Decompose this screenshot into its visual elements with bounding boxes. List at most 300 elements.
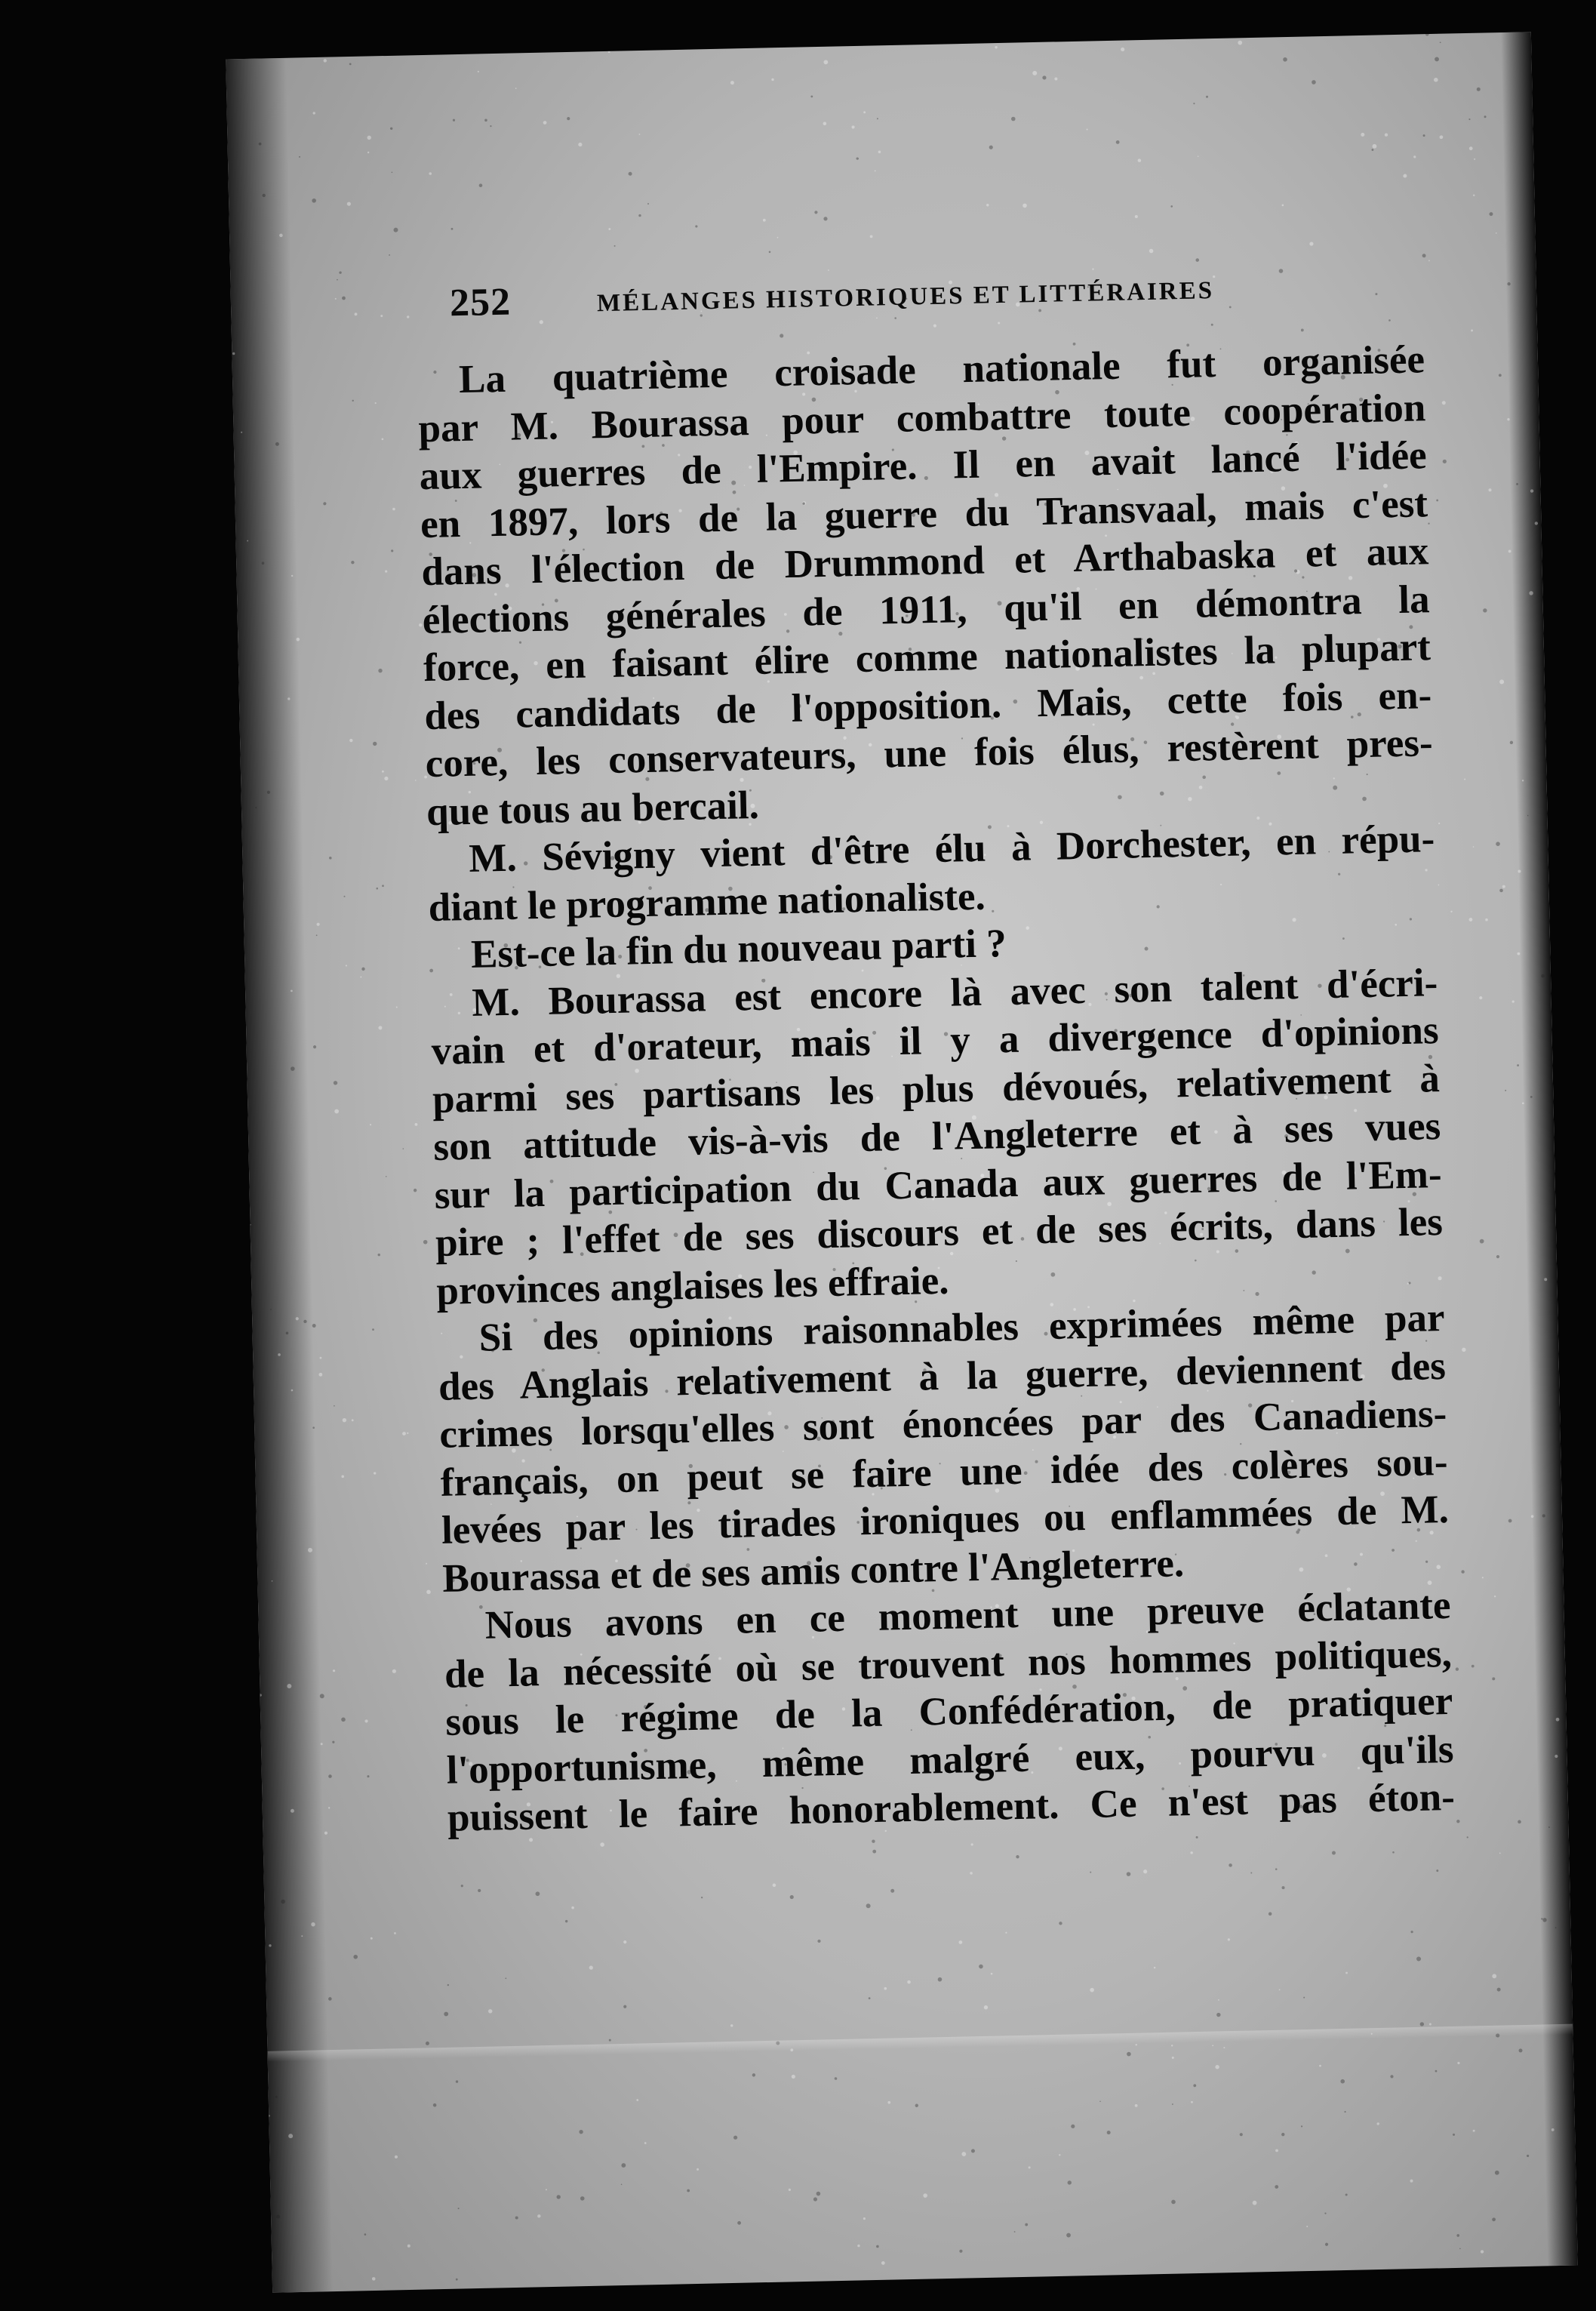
speckle-dot [1456, 1667, 1459, 1670]
speckle-dot [1474, 158, 1475, 160]
speckle-dot [373, 742, 377, 746]
speckle-dot [600, 1842, 604, 1847]
speckle-dot [316, 923, 319, 926]
speckle-dot [1127, 2052, 1131, 2057]
speckle-dot [866, 1903, 871, 1908]
speckle-dot [792, 2075, 795, 2079]
speckle-dot [1527, 2155, 1529, 2157]
speckle-dot [695, 225, 697, 227]
text-line: core, les conservateurs, une fois élus, restèrent pres- [425, 721, 1434, 786]
speckle-dot [1198, 155, 1199, 157]
text-line: par M. Bourassa pour combattre toute coopération [417, 385, 1426, 451]
speckle-dot [1099, 2100, 1101, 2102]
speckle-dot [272, 1580, 273, 1582]
speckle-dot [1005, 1932, 1007, 1934]
speckle-dot [1344, 2111, 1345, 2113]
speckle-dot [478, 71, 479, 72]
speckle-dot [1090, 1872, 1091, 1873]
paragraph [430, 959, 1444, 1316]
speckle-dot [349, 63, 352, 65]
text-line: des candidats de l'opposition. Mais, cette fois en- [423, 672, 1432, 738]
speckle-dot [386, 1176, 387, 1177]
scanned-page [226, 32, 1578, 2293]
speckle-dot [1439, 135, 1443, 139]
speckle-dot [636, 2099, 638, 2101]
speckle-dot [349, 739, 352, 742]
speckle-dot [1413, 155, 1416, 158]
speckle-dot [328, 1997, 332, 2001]
speckle-dot [444, 2012, 448, 2017]
speckle-dot [959, 2250, 962, 2253]
speckle-dot [1170, 205, 1173, 208]
speckle-dot [1282, 205, 1284, 207]
speckle-dot [382, 438, 384, 440]
speckle-dot [382, 771, 384, 773]
speckle-dot [1306, 2226, 1308, 2227]
text-line: élections générales de 1911, qu'il en démontra la [422, 577, 1431, 642]
speckle-dot [813, 2197, 817, 2201]
text-line: puissent le faire honorablement. Ce n'est pas éton- [447, 1774, 1456, 1840]
speckle-dot [334, 1109, 339, 1114]
speckle-dot [1518, 2048, 1522, 2052]
text-line: en 1897, lors de la guerre du Transvaal, mais c'est [420, 481, 1428, 546]
speckle-dot [1171, 2200, 1176, 2205]
speckle-dot [312, 1324, 316, 1328]
speckle-dot [484, 118, 487, 122]
speckle-dot [737, 2221, 741, 2225]
speckle-dot [1403, 174, 1407, 177]
speckle-dot [407, 1432, 408, 1434]
speckle-dot [391, 549, 393, 552]
text-line: M. Bourassa est encore là avec son talent d'écri- [471, 960, 1438, 1025]
text-line: son attitude vis-à-vis de l'Angleterre et à ses vues [432, 1104, 1441, 1169]
speckle-dot [351, 561, 354, 564]
speckle-dot [1512, 1000, 1515, 1002]
text-line: des Anglais relativement à la guerre, deviennent des [438, 1343, 1447, 1409]
speckle-dot [1456, 1820, 1459, 1823]
speckle-dot [907, 1980, 911, 1984]
text-line: français, on peut se faire une idée des colères sou- [440, 1439, 1449, 1505]
speckle-dot [291, 575, 293, 577]
speckle-dot [1443, 460, 1447, 463]
speckle-dot [1481, 2250, 1484, 2253]
speckle-dot [1066, 2233, 1071, 2238]
speckle-dot [334, 1081, 338, 1085]
speckle-dot [970, 1872, 973, 1875]
speckle-dot [763, 219, 766, 222]
speckle-dot [769, 251, 771, 253]
speckle-dot [312, 1426, 315, 1429]
speckle-dot [1471, 1665, 1475, 1668]
speckle-dot [291, 1809, 294, 1813]
speckle-dot [1135, 2104, 1138, 2107]
speckle-dot [701, 1897, 703, 1898]
speckle-dot [376, 888, 378, 890]
speckle-dot [352, 1419, 354, 1421]
speckle-dot [402, 1432, 406, 1436]
speckle-dot [343, 1418, 347, 1423]
speckle-dot [247, 540, 248, 542]
speckle-dot [1309, 242, 1313, 245]
speckle-dot [1422, 254, 1426, 257]
speckle-dot [1510, 741, 1513, 744]
speckle-dot [402, 1148, 404, 1149]
speckle-dot [392, 1669, 396, 1673]
speckle-dot [1345, 1972, 1348, 1974]
speckle-dot [414, 1123, 417, 1126]
speckle-dot [1206, 96, 1208, 98]
speckle-dot [733, 2136, 737, 2140]
paragraph [443, 1582, 1455, 1842]
text-line: Est-ce la fin du nouveau parti ? [470, 922, 1007, 977]
speckle-dot [415, 780, 417, 781]
speckle-dot [1372, 149, 1374, 151]
speckle-dot [318, 1373, 322, 1377]
speckle-dot [1494, 1596, 1496, 1597]
speckle-dot [1054, 77, 1057, 80]
speckle-dot [291, 1066, 295, 1071]
speckle-dot [1436, 500, 1438, 502]
speckle-dot [479, 183, 483, 187]
speckle-dot [461, 1885, 463, 1887]
speckle-dot [311, 1922, 315, 1927]
speckle-dot [1480, 1239, 1484, 1244]
speckle-dot [341, 1475, 344, 1478]
speckle-dot [1522, 780, 1524, 781]
speckle-dot [647, 203, 649, 205]
speckle-dot [991, 1973, 993, 1975]
speckle-dot [878, 150, 881, 153]
speckle-dot [426, 1589, 431, 1594]
speckle-dot [789, 2189, 791, 2191]
speckle-dot [1392, 1851, 1395, 1854]
speckle-dot [1228, 1938, 1230, 1940]
speckle-dot [546, 2189, 547, 2190]
speckle-dot [426, 2042, 429, 2045]
speckle-dot [790, 1895, 794, 1899]
speckle-dot [241, 432, 242, 433]
speckle-dot [1218, 1999, 1219, 2001]
speckle-dot [332, 1741, 334, 1743]
speckle-dot [1068, 2180, 1072, 2185]
speckle-dot [1250, 1872, 1252, 1873]
speckle-dot [1502, 885, 1505, 888]
speckle-dot [1496, 232, 1497, 234]
speckle-dot [456, 2080, 458, 2082]
speckle-dot [1435, 2070, 1438, 2073]
speckle-dot [608, 228, 610, 230]
speckle-dot [1361, 133, 1364, 137]
speckle-dot [877, 118, 878, 119]
speckle-dot [1319, 2065, 1321, 2067]
speckle-dot [426, 1563, 427, 1565]
speckle-dot [1483, 608, 1487, 613]
speckle-dot [1340, 2079, 1345, 2084]
speckle-dot [1499, 1852, 1501, 1854]
text-line: La quatrième croisade nationale fut organisée [458, 337, 1425, 402]
speckle-dot [287, 1684, 291, 1688]
speckle-dot [730, 81, 734, 85]
speckle-dot [556, 2195, 561, 2199]
speckle-dot [419, 623, 422, 626]
speckle-dot [1496, 1255, 1499, 1258]
text-line: vain et d'orateur, mais il y a divergence d'opinions [431, 1008, 1440, 1074]
speckle-dot [490, 125, 491, 127]
speckle-dot [1438, 823, 1440, 824]
speckle-dot [971, 2149, 975, 2153]
text-line: Nous avons en ce moment une preuve éclatante [484, 1583, 1452, 1648]
speckle-dot [1436, 1869, 1438, 1872]
speckle-dot [1541, 974, 1545, 978]
speckle-dot [407, 2245, 411, 2248]
speckle-dot [367, 152, 369, 153]
speckle-dot [268, 2115, 270, 2117]
speckle-dot [343, 896, 345, 897]
speckle-dot [374, 1472, 376, 1474]
speckle-dot [303, 1320, 306, 1323]
text-line: Si des opinions raisonnables exprimées même par [478, 1295, 1446, 1360]
speckle-dot [629, 172, 632, 176]
speckle-dot [385, 570, 387, 572]
speckle-dot [621, 2183, 623, 2185]
speckle-dot [372, 2277, 376, 2281]
speckle-dot [638, 214, 641, 217]
speckle-dot [1464, 778, 1465, 780]
speckle-dot [535, 1891, 540, 1896]
text-line: levées par les tirades ironiques ou enflammées de M. [441, 1487, 1450, 1552]
speckle-dot [364, 2233, 367, 2236]
text-line: sous le régime de la Confédération, de pratiquer [444, 1679, 1453, 1744]
speckle-dot [324, 59, 327, 62]
speckle-dot [1542, 1918, 1547, 1922]
speckle-dot [321, 1743, 323, 1745]
speckle-dot [984, 2005, 989, 2010]
text-line: l'opportunisme, même malgré eux, pourvu qu'ils [446, 1727, 1455, 1792]
speckle-dot [816, 2192, 821, 2196]
speckle-dot [1087, 129, 1088, 131]
speckle-dot [323, 502, 326, 505]
speckle-dot [1517, 1064, 1519, 1066]
speckle-dot [1390, 2075, 1393, 2078]
speckle-dot [1279, 1989, 1281, 1990]
speckle-dot [1223, 2047, 1225, 2048]
speckle-dot [1499, 889, 1503, 893]
speckle-dot [1420, 2022, 1425, 2026]
speckle-dot [1376, 2122, 1379, 2125]
speckle-dot [1135, 215, 1138, 218]
speckle-dot [1499, 679, 1504, 684]
speckle-dot [1507, 418, 1509, 420]
speckle-dot [872, 1839, 875, 1842]
speckle-dot [1467, 1836, 1468, 1838]
speckle-dot [881, 2261, 885, 2265]
speckle-dot [823, 217, 827, 220]
speckle-dot [339, 271, 341, 273]
speckle-dot [255, 807, 257, 808]
speckle-dot [352, 400, 353, 402]
speckle-dot [1059, 2154, 1060, 2156]
speckle-dot [1301, 329, 1304, 332]
speckle-dot [644, 2142, 647, 2144]
speckle-dot [1492, 2217, 1496, 2221]
speckle-dot [1508, 1519, 1512, 1523]
speckle-dot [1253, 2201, 1257, 2205]
speckle-dot [1485, 919, 1488, 922]
speckle-dot [1438, 885, 1439, 886]
speckle-dot [1496, 842, 1500, 846]
speckle-dot [890, 1889, 894, 1893]
speckle-dot [810, 95, 813, 97]
speckle-dot [579, 2130, 583, 2134]
speckle-dot [1229, 1863, 1232, 1867]
speckle-dot [453, 119, 455, 122]
body-text [417, 336, 1456, 1842]
speckle-dot [1461, 1570, 1464, 1573]
text-line: sur la participation du Canada aux guerres de l'Em- [434, 1152, 1443, 1217]
speckle-dot [361, 968, 364, 971]
speckle-dot [333, 1669, 335, 1672]
speckle-dot [312, 112, 315, 114]
speckle-dot [291, 1389, 294, 1392]
speckle-dot [515, 2216, 518, 2219]
speckle-dot [938, 1977, 943, 1982]
speckle-dot [823, 122, 827, 125]
speckle-dot [1059, 1922, 1062, 1925]
speckle-dot [451, 228, 454, 230]
speckle-dot [1312, 80, 1316, 85]
speckle-dot [828, 269, 829, 271]
speckle-dot [360, 977, 361, 978]
speckle-dot [1440, 42, 1441, 43]
speckle-dot [1516, 483, 1518, 485]
speckle-dot [1032, 71, 1037, 75]
speckle-dot [433, 2103, 437, 2107]
speckle-dot [1325, 2243, 1328, 2246]
speckle-dot [458, 2208, 460, 2209]
speckle-dot [1127, 1872, 1131, 1876]
text-line: dans l'élection de Drummond et Arthabaska et aux [420, 529, 1429, 595]
speckle-dot [1022, 204, 1027, 208]
speckle-dot [887, 2101, 890, 2104]
speckle-dot [329, 857, 332, 860]
speckle-dot [777, 237, 779, 238]
speckle-dot [1453, 2134, 1455, 2136]
speckle-dot [863, 111, 866, 113]
speckle-dot [423, 1240, 428, 1245]
speckle-dot [232, 352, 235, 355]
speckle-dot [382, 885, 384, 887]
speckle-dot [638, 134, 640, 135]
speckle-dot [1423, 134, 1425, 137]
speckle-dot [269, 1944, 271, 1946]
speckle-dot [621, 2163, 626, 2168]
speckle-dot [1195, 258, 1199, 262]
speckle-dot [1473, 2130, 1475, 2132]
speckle-dot [1014, 2231, 1016, 2233]
speckle-dot [1042, 75, 1046, 79]
speckle-dot [393, 228, 398, 232]
speckle-dot [1240, 2133, 1243, 2136]
speckle-dot [1149, 249, 1154, 254]
speckle-dot [870, 235, 873, 238]
speckle-dot [1025, 2223, 1028, 2226]
speckle-dot [275, 442, 279, 446]
speckle-dot [1508, 550, 1511, 553]
speckle-dot [1518, 869, 1521, 872]
speckle-dot [1275, 2185, 1278, 2189]
speckle-dot [392, 508, 395, 511]
speckle-dot [1416, 1956, 1421, 1961]
speckle-dot [543, 121, 547, 125]
speckle-dot [537, 2214, 540, 2217]
speckle-dot [1332, 1851, 1336, 1854]
speckle-dot [378, 1026, 382, 1029]
speckle-dot [923, 2193, 927, 2198]
speckle-dot [1281, 2133, 1284, 2136]
speckle-dot [1303, 1997, 1305, 1999]
speckle-dot [1216, 2013, 1221, 2017]
speckle-dot [851, 125, 854, 128]
text-line: pire ; l'effet de ses discours et de ses écrits, dans les [435, 1200, 1444, 1265]
speckle-dot [1531, 1515, 1534, 1518]
speckle-dot [1143, 1869, 1147, 1873]
speckle-dot [697, 2168, 699, 2171]
speckle-dot [1469, 146, 1473, 150]
speckle-dot [1301, 2125, 1302, 2127]
speckle-dot [608, 51, 610, 53]
speckle-dot [961, 2152, 966, 2156]
page-number: 252 [449, 280, 512, 325]
speckle-dot [288, 697, 290, 700]
speckle-dot [1499, 374, 1502, 377]
speckle-dot [312, 198, 316, 203]
speckle-dot [1492, 1974, 1496, 1978]
speckle-dot [1275, 1868, 1278, 1870]
speckle-dot [1518, 1820, 1521, 1824]
speckle-dot [1190, 1851, 1192, 1854]
speckle-dot [301, 1935, 303, 1937]
speckle-dot [1544, 1278, 1547, 1281]
speckle-dot [614, 245, 616, 247]
speckle-dot [915, 2104, 918, 2107]
speckle-dot [1071, 2125, 1075, 2128]
speckle-dot [1171, 2045, 1173, 2046]
speckle-dot [817, 1940, 820, 1943]
speckle-dot [567, 117, 570, 120]
speckle-dot [1116, 140, 1120, 144]
speckle-dot [396, 1006, 398, 1008]
speckle-dot [346, 965, 347, 966]
speckle-dot [1191, 2101, 1193, 2103]
speckle-dot [367, 1775, 369, 1777]
speckle-dot [1268, 1912, 1272, 1916]
speckle-dot [1238, 41, 1242, 45]
speckle-dot [515, 88, 517, 89]
speckle-dot [384, 777, 388, 780]
speckle-dot [328, 1774, 332, 1778]
speckle-dot [687, 2189, 690, 2193]
speckle-dot [1434, 78, 1438, 82]
speckle-dot [958, 1940, 962, 1944]
speckle-dot [1193, 2084, 1196, 2087]
speckle-dot [320, 1357, 322, 1359]
speckle-dot [863, 2217, 866, 2220]
speckle-dot [589, 1966, 593, 1970]
speckle-dot [1372, 144, 1376, 149]
speckle-dot [341, 1718, 346, 1722]
speckle-dot [279, 234, 283, 238]
speckle-dot [565, 1920, 567, 1922]
